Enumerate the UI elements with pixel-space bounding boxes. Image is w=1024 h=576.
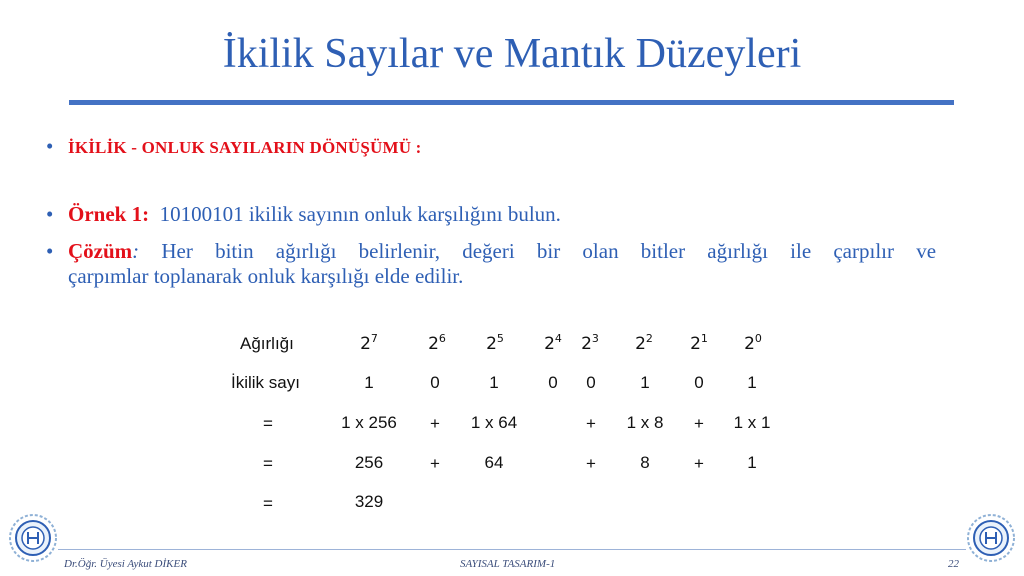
- bit-cell: 0: [586, 373, 596, 392]
- example-text: 10100101 ikilik sayının onluk karşılığını bulun.: [159, 202, 561, 226]
- bit-cell: 1: [640, 373, 650, 392]
- product-cell: 1 x 8: [626, 413, 664, 432]
- solution-label: Çözüm: [68, 239, 133, 263]
- weight-cell: $2^4$: [544, 332, 562, 354]
- weight-cell: $2^2$: [635, 332, 653, 354]
- product-cell: 1 x 64: [470, 413, 518, 432]
- bullet-dot: •: [46, 202, 54, 226]
- bullet-solution: [46, 239, 936, 289]
- sum-term-cell: 64: [484, 453, 504, 472]
- title-underline: [69, 100, 954, 105]
- sum-term-cell: 8: [640, 453, 650, 472]
- bullet-section-heading: [46, 134, 946, 159]
- example-label: Örnek 1:: [68, 202, 150, 226]
- plus-sign: +: [586, 454, 596, 473]
- page-number: 22: [948, 558, 959, 570]
- plus-sign: +: [586, 414, 596, 433]
- bit-cell: 0: [694, 373, 704, 392]
- bit-cell: 0: [548, 373, 558, 392]
- bullet-dot: •: [46, 134, 54, 158]
- sum-term-cell: 256: [354, 453, 384, 472]
- solution-line-2: çarpımlar toplanarak onluk karşılığı elde edilir.: [68, 264, 464, 288]
- equals-sign: =: [263, 414, 273, 433]
- university-logo-left: [8, 513, 58, 563]
- university-logo-right: [966, 513, 1016, 563]
- weight-cell: $2^0$: [744, 332, 762, 354]
- plus-sign: +: [430, 414, 440, 433]
- result-cell: 329: [354, 492, 384, 511]
- weight-cell: $2^5$: [486, 332, 504, 354]
- bit-cell: 1: [747, 373, 757, 392]
- equals-sign: =: [263, 454, 273, 473]
- solution-colon: :: [132, 239, 140, 263]
- plus-sign: +: [694, 414, 704, 433]
- binary-row-label: İkilik sayı: [231, 373, 300, 392]
- bit-cell: 1: [489, 373, 499, 392]
- plus-sign: +: [430, 454, 440, 473]
- slide-title: İkilik Sayılar ve Mantık Düzeyleri: [222, 31, 802, 77]
- bullet-example: [46, 202, 946, 227]
- bullet-dot: •: [46, 239, 54, 263]
- equals-sign: =: [263, 494, 273, 513]
- footer-author: Dr.Öğr. Üyesi Aykut DİKER: [64, 558, 187, 570]
- sum-term-cell: 1: [747, 453, 757, 472]
- plus-sign: +: [694, 454, 704, 473]
- footer-divider: [58, 549, 966, 550]
- product-cell: 1 x 256: [341, 413, 397, 432]
- bit-cell: 0: [430, 373, 440, 392]
- weight-cell: $2^1$: [690, 332, 708, 354]
- bit-cell: 1: [364, 373, 374, 392]
- weight-cell: $2^7$: [360, 332, 378, 354]
- section-heading: İKİLİK - ONLUK SAYILARIN DÖNÜŞÜMÜ :: [68, 138, 422, 157]
- solution-line-1: Her bitin ağırlığı belirlenir, değeri bir olan bitler ağırlığı ile çarpılır ve: [161, 239, 937, 263]
- product-cell: 1 x 1: [733, 413, 771, 432]
- weight-cell: $2^3$: [581, 332, 599, 354]
- weight-row-label: Ağırlığı: [240, 334, 294, 353]
- weight-cell: $2^6$: [428, 332, 446, 354]
- footer-course: SAYISAL TASARIM-1: [460, 558, 556, 570]
